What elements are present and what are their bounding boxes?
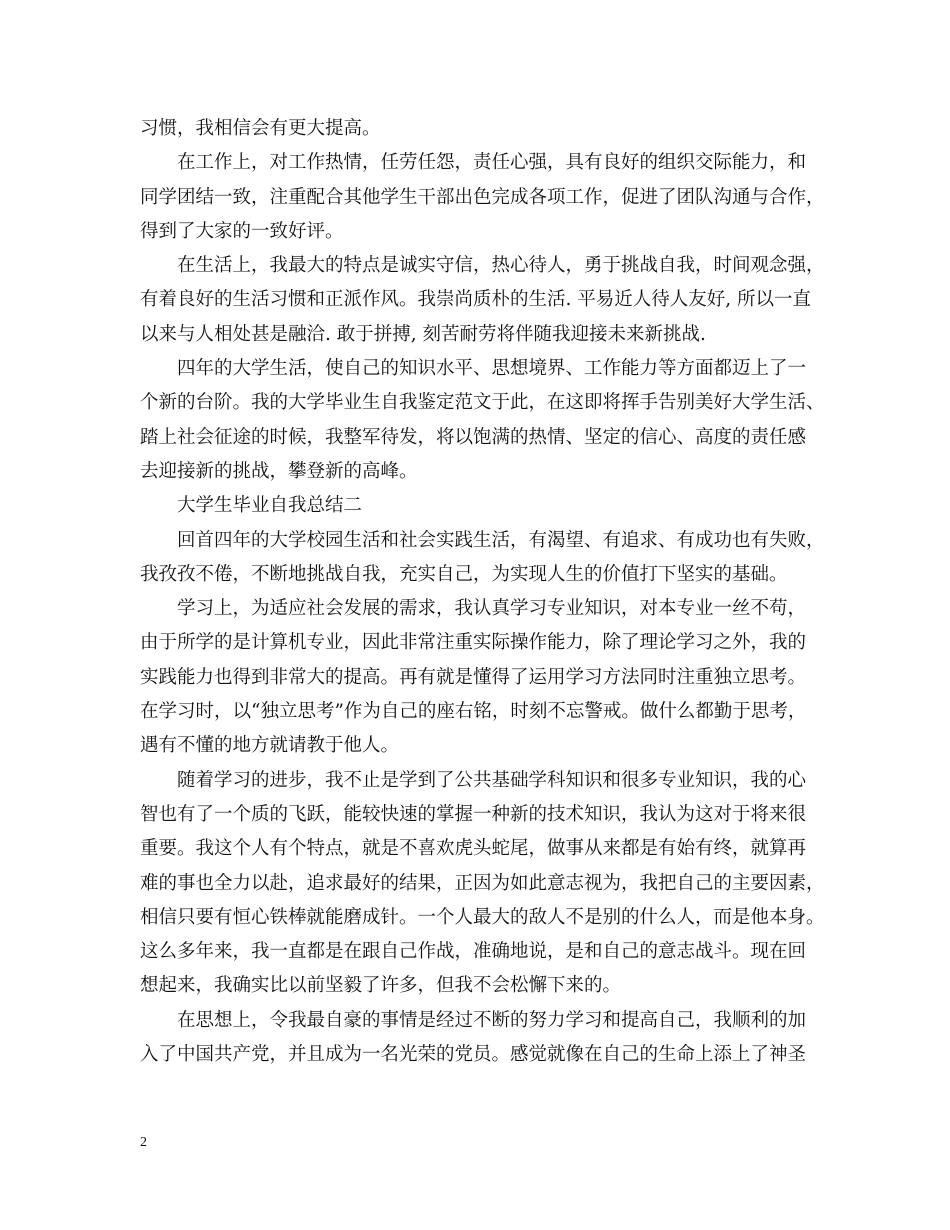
page-number: 2: [140, 1135, 147, 1150]
text-line: 随着学习的进步，我不止是学到了公共基础学科知识和很多专业知识，我的心: [177, 769, 807, 791]
body-text: [140, 112, 825, 1072]
text-line: 以来与人相处甚是融洽. 敢于拼搏, 刻苦耐劳将伴随我迎接未来新挑战.: [140, 323, 706, 345]
text-line: 学习上，为适应社会发展的需求，我认真学习专业知识，对本专业一丝不苟，: [177, 598, 807, 620]
text-line: 得到了大家的一致好评。: [140, 220, 344, 242]
text-line: 去迎接新的挑战，攀登新的高峰。: [140, 460, 418, 482]
text-line: 智也有了一个质的飞跃，能较快速的掌握一种新的技术知识，我认为这对于将来很: [140, 803, 807, 825]
text-line: 这么多年来，我一直都是在跟自己作战，准确地说，是和自己的意志战斗。现在回: [140, 941, 807, 963]
text-line: 实践能力也得到非常大的提高。再有就是懂得了运用学习方法同时注重独立思考。: [140, 666, 807, 688]
text-line: 遇有不懂的地方就请教于他人。: [140, 735, 400, 757]
text-line: 由于所学的是计算机专业，因此非常注重实际操作能力，除了理论学习之外，我的: [140, 632, 807, 654]
text-line: 在学习时，以“独立思考”作为自己的座右铭，时刻不忘警戒。做什么都勤于思考，: [140, 701, 807, 723]
text-line: 回首四年的大学校园生活和社会实践生活，有渴望、有追求、有成功也有失败，: [177, 529, 825, 551]
text-line: 个新的台阶。我的大学毕业生自我鉴定范文于此，在这即将挥手告别美好大学生活、: [140, 392, 825, 414]
text-line: 大学生毕业自我总结二: [177, 495, 363, 517]
text-line: 难的事也全力以赴，追求最好的结果，正因为如此意志视为，我把自己的主要因素，: [140, 872, 825, 894]
text-line: 踏上社会征途的时候，我整军待发，将以饱满的热情、坚定的信心、高度的责任感: [140, 426, 807, 448]
text-line: 在生活上，我最大的特点是诚实守信，热心待人，勇于挑战自我，时间观念强，: [177, 255, 825, 277]
text-line: 有着良好的生活习惯和正派作风。我崇尚质朴的生活. 平易近人待人友好, 所以一直: [140, 289, 812, 311]
text-line: 重要。我这个人有个特点，就是不喜欢虎头蛇尾，做事从来都是有始有终，就算再: [140, 838, 807, 860]
text-line: 在工作上，对工作热情，任劳任怨，责任心强，具有良好的组织交际能力，和: [177, 152, 807, 174]
text-line: 四年的大学生活，使自己的知识水平、思想境界、工作能力等方面都迈上了一: [177, 358, 807, 380]
text-line: 我孜孜不倦，不断地挑战自我，充实自己，为实现人生的价值打下坚实的基础。: [140, 563, 788, 585]
text-line: 想起来，我确实比以前坚毅了许多，但我不会松懈下来的。: [140, 975, 622, 997]
text-line: 相信只要有恒心铁棒就能磨成针。一个人最大的敌人不是别的什么人，而是他本身。: [140, 906, 825, 928]
text-line: 习惯，我相信会有更大提高。: [140, 118, 381, 139]
text-line: 在思想上，令我最自豪的事情是经过不断的努力学习和提高自己，我顺利的加: [177, 1009, 807, 1031]
text-line: 同学团结一致，注重配合其他学生干部出色完成各项工作，促进了团队沟通与合作，: [140, 186, 825, 208]
text-line: 入了中国共产党，并且成为一名光荣的党员。感觉就像在自己的生命上添上了神圣: [140, 1044, 807, 1066]
